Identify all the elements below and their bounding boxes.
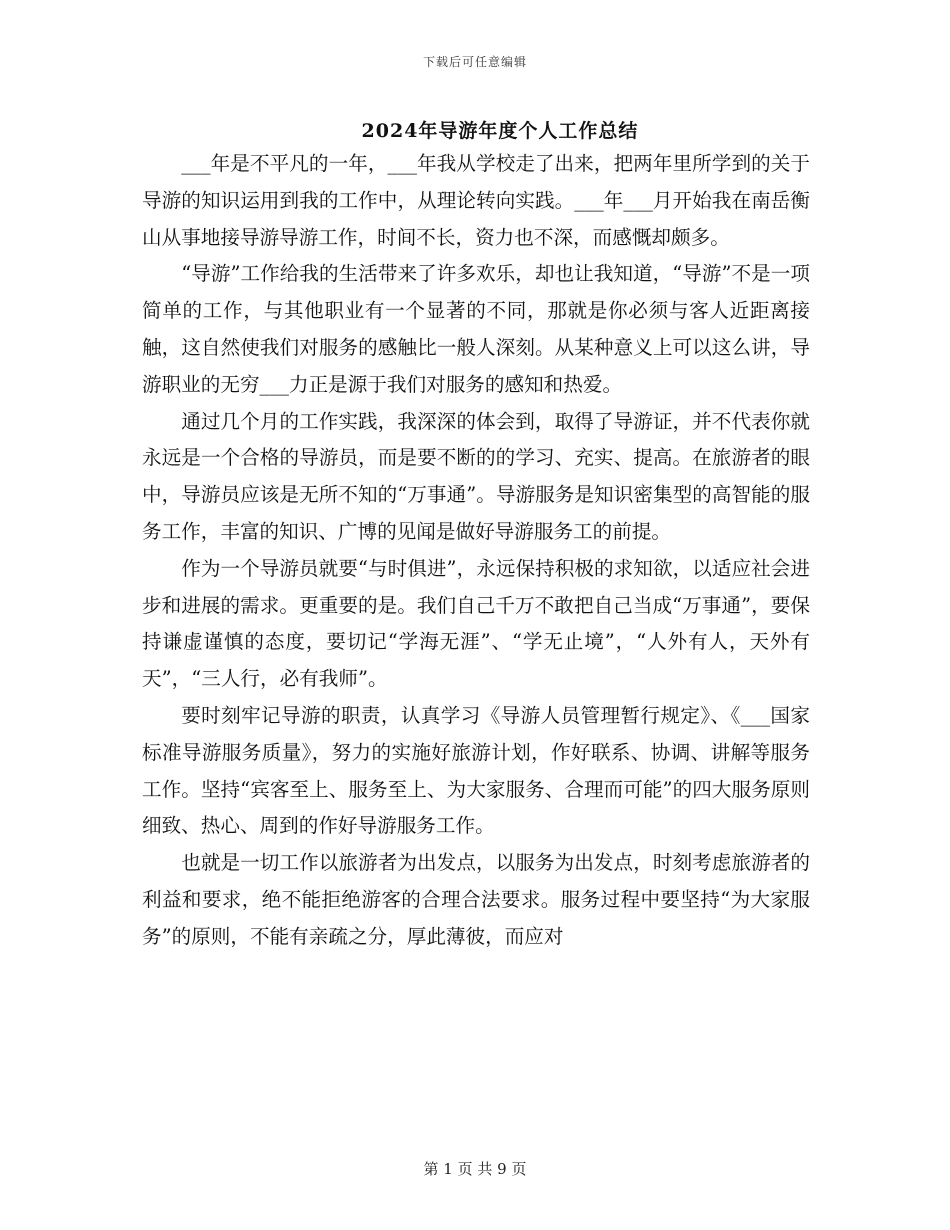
- paragraph: 要时刻牢记导游的职责，认真学习《导游人员管理暂行规定》、《___国家标准导游服务质量》，努力的实施好旅游计划，作好联系、协调、讲解等服务工作。坚持“宾客至上、服务至上、为大家服务、合理而可能”的四大服务原则细致、热心、周到的作好导游服务工作。: [142, 703, 810, 838]
- page-footer: 第 1 页 共 9 页: [423, 1160, 527, 1178]
- document-title: 2024年导游年度个人工作总结: [361, 120, 639, 142]
- paragraph: 通过几个月的工作实践，我深深的体会到，取得了导游证，并不代表你就永远是一个合格的导游员，而是要不断的的学习、充实、提高。在旅游者的眼中，导游员应该是无所不知的“万事通”。导游服务是知识密集型的高智能的服务工作，丰富的知识、广博的见闻是做好导游服务工的前提。: [142, 409, 810, 543]
- header-note: 下载后可任意编辑: [422, 55, 527, 69]
- paragraph: 作为一个导游员就要“与时俱进”，永远保持积极的求知欲，以适应社会进步和进展的需求。更重要的是。我们自己千万不敢把自己当成“万事通”，要保持谦虚谨慎的态度，要切记“学海无涯”、“学无止境”，“人外有人，天外有天”，“三人行，必有我师”。: [142, 556, 810, 691]
- document-body: [142, 146, 810, 956]
- paragraph: “导游”工作给我的生活带来了许多欢乐，却也让我知道，“导游”不是一项简单的工作，与其他职业有一个显著的不同，那就是你必须与客人近距离接触，这自然使我们对服务的感触比一般人深刻。从某种意义上可以这么讲，导游职业的无穷___力正是源于我们对服务的感知和热爱。: [142, 262, 810, 396]
- paragraph: 也就是一切工作以旅游者为出发点，以服务为出发点，时刻考虑旅游者的利益和要求，绝不能拒绝游客的合理合法要求。服务过程中要坚持“为大家服务”的原则，不能有亲疏之分，厚此薄彼，而应对: [142, 851, 810, 948]
- paragraph: ___年是不平凡的一年，___年我从学校走了出来，把两年里所学到的关于导游的知识运用到我的工作中，从理论转向实践。___年___月开始我在南岳衡山从事地接导游导游工作，时间不长，资力也不深，而感慨却颇多。: [142, 152, 810, 249]
